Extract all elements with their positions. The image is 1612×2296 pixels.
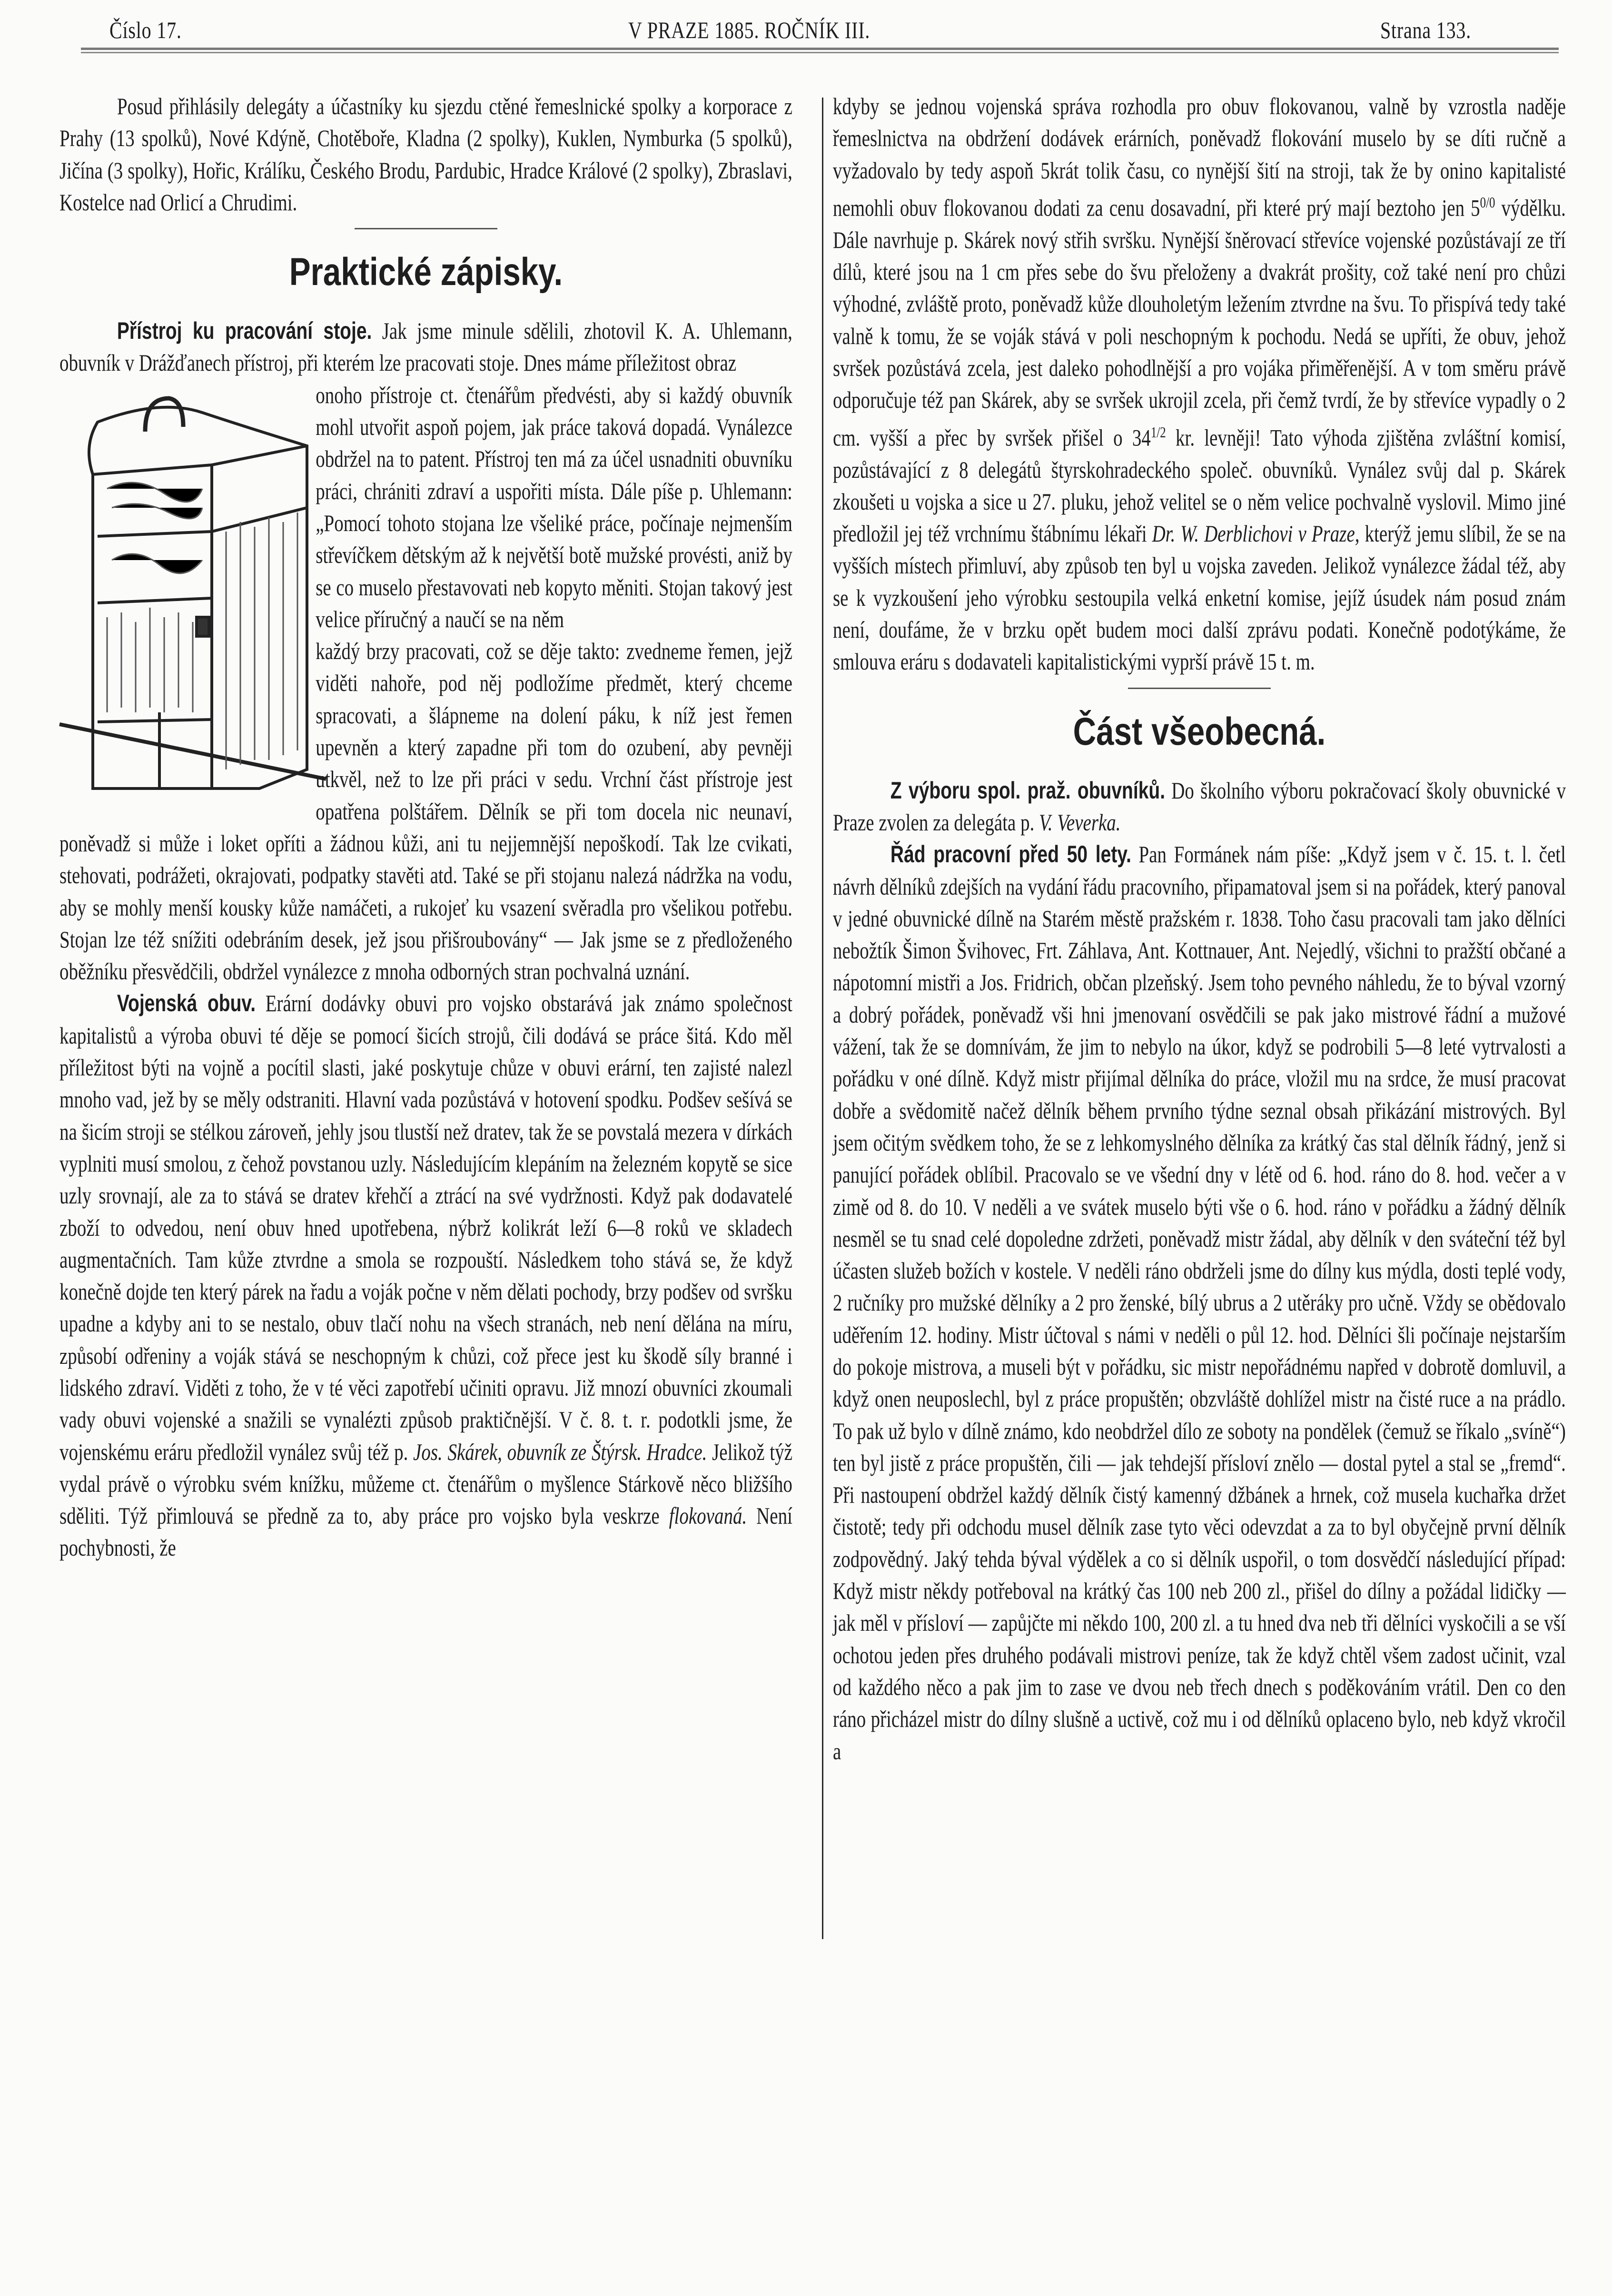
left-column: [59, 90, 792, 1564]
article-pristroj-ku-pracovani-stoje: Přístroj ku pracování stoje. Jak jsme minule sdělili, zhotovil K. A. Uhlemann, obuvník v Drážďanech přístroj, při kterém lze pracovati stoje. Dnes máme příležitost obraz: [59, 317, 792, 376]
article-pristroj-text-beside-figure: onoho přístroje ct. čtenářům předvésti, aby si každý obuvník mohl utvořit aspoň pojem, jak práce taková dopadá. Vynálezce obdržel na to patent. Přístroj ten má za účel usnadniti obuvníku práci, chrániti zdraví a uspořiti místa. Dále píše p. Uhlemann: „Pomocí tohoto stojana lze všeliké práce, počínaje nejmenším střevíčkem dětským až k největší botě mužské provésti, aniž by se co muselo přestavovati neb kopyto měniti. Stojan takový jest velice příručný a naučí se na něm: [316, 381, 792, 632]
italic-doctor-name: Dr. W. Derblichovi v Praze,: [1152, 520, 1360, 547]
article-runin-heading: Vojenská obuv.: [117, 990, 256, 1017]
section-title-prakticke-zapisky: Praktické zápisky.: [289, 250, 563, 294]
item-z-vyboru: Z výboru spol. praž. obuvníků. Do školního výboru pokračovací školy obuvnické v Praze zvolen za delegáta p. V. Veverka.: [833, 777, 1566, 836]
item-runin-heading: Z výboru spol. praž. obuvníků.: [890, 777, 1166, 804]
article-pristroj-text-after-figure: každý brzy pracovati, což se děje takto: zvedneme řemen, jejž viděti nahoře, pod něj podložíme předmět, který chceme spracovati, a šlápneme na dolení páku, k níž jest řemen upevněn a který zapadne při tom do ozubení, aby pevněji utkvěl, než to lze při práci v sedu. Vrchní část přístroje jest opatřena polštářem. Dělník se při tom docela nic neunaví, poněvadž si může i loket opříti a žádnou kůži, ani tu nejjemnější nepoškodí. Tak lze cvikati, stehovati, podrážeti, okrajovati, podpatky stavěti atd. Také se při stojanu nalezá nádržka na vodu, aby se mohly menší kousky kůže namáčeti, a rukojeť ku vsazení svěradla pro všelikou potřebu. Stojan lze též snížiti odebráním desek, jež jsou přišroubovány“ — Jak jsme se z předloženého oběžníku přesvědčili, obdržel vynálezce z mnoha odborných stran pochvalná uznání.: [59, 638, 792, 985]
article-runin-heading: Přístroj ku pracování stoje.: [117, 317, 372, 345]
item-rad-pracovni: Řád pracovní před 50 lety. Pan Formánek nám píše: „Když jsem v č. 15. t. l. četl návrh dělníků zdejších na vydání řádu pracovního, připamatoval jsem si na pořádek, který panoval v jedné obuvnické dílně na Starém městě pražském r. 1838. Toho času pracovali tam jako dělníci nebožtík Šimon Švihovec, Frt. Záhlava, Ant. Kottnauer, Ant. Nejedlý, všichni to pražští občané a nápotomní mistři a Jos. Fridrich, občan plzeňský. Jsem toho pevného náhledu, že to býval vzorný a dobrý pořádek, poněvadž vši hni jmenovaní osvědčili se pak jako mistrové řádní a mužové vážení, tak že se domnívám, že jim to nebylo na úkor, když se podrobili 5—8 leté vytrvalosti a pořádku v oné dílně. Když mistr přijímal dělníka do práce, vložil mu na srdce, že musí pracovat dobře a svědomitě načež dělník během prvního týdne seznal obsah přikázání mistrových. Byl jsem očitým svědkem toho, že se z lehkomyslného dělníka za krátký čas stal dělník řádný, jenž si panující pořádek oblíbil. Pracovalo se ve všední dny v létě od 6. hod. ráno do 8. hod. večer a v zimě od 8. do 10. V neděli a ve svátek muselo býti vše o 6. hod. ráno v pořádku a žádný dělník nesměl se tu snad celé dopoledne zdržeti, poněvadž mistr žádal, aby dělník v den sváteční též byl účasten služeb božích v kostele. V neděli ráno obdrželi jsme do dílny kus mýdla, dosti teplé vody, 2 ručníky pro mužské dělníky a 2 pro ženské, bílý ubrus a 2 utěráky pro učně. Vždy se obědovalo uděřením 12. hodiny. Mistr účtoval s námi v neděli o půl 12. hod. Dělníci šli počínaje nejstarším do pokoje mistrova, a museli být v pořádku, sic mistr nepořádnému napřed v dobrotě domluvil, a když onen neuposlechl, byl z práce propuštěn; obzvláště dohlížel mistr na čisté ruce a na prádlo. To pak už bylo v dílně známo, kdo neobdržel dílo ze soboty na pondělek (čemuž se říkalo „svíně“) ten byl jistě z práce propuštěn, čili — jak tehdejší přísloví znělo — dostal pytel a stal se „fremd“. Při nastoupení obdržel každý dělník čistý kamenný džbánek a hrnek, což musela kuchařka držet čistotě; tedy při odchodu musel dělník zase tyto věci odevzdat a za to byl obyčejně první dělník zodpovědný. Jaký tehda býval výdělek a co si dělník uspořil, o tom dosvědčí následující případ: Když mistr někdy potřeboval na krátký čas 100 neb 200 zl., přišel do dílny a požádal lidičky — jak měl v přísloví — zapůjčte mi někdo 100, 200 zl. a tu hned dva neb tři dělníci vyskočili a se vší ochotou jeden přes druhého podávali mistrovi peníze, tak že když chtěl všem zadost učinit, vzal od každého něco a pak jim to zase ve dvou neb třech dnech s poděkováním vrátil. Den co den ráno přicházel mistr do dílny slušně a uctivě, což mu i od dělníků oplaceno bylo, neb když vkročil a: [833, 841, 1566, 1764]
page-number: Strana 133.: [1380, 17, 1471, 43]
italic-name: Jos. Skárek, obuvník ze Štýrsk. Hradce.: [413, 1438, 707, 1465]
percent-sign: 0/0: [1480, 193, 1495, 211]
item-runin-heading: Řád pracovní před 50 lety.: [890, 841, 1131, 868]
section-title-cast-vseobecna: Část všeobecná.: [1073, 709, 1326, 753]
article-vojenska-obuv-continuation: kdyby se jednou vojenská správa rozhodla pro obuv flokovanou, valně by vzrostla naděje řemeslnictva na obdržení dodávek erárních, poněvadž flokování muselo by se díti ručně a vyžadovalo by tedy aspoň 5krát tolik času, co nynější šití na stroji, tak že by onino kapitalisté nemohli obuv flokovanou dodati za cenu dosavadní, při které prý mají beztoho jen $5^{0/0}$ výdělku. Dále navrhuje p. Skárek nový střih svršku. Nynější šněrovací střevíce vojenské pozůstávají ze tří dílů, které jsou na 1 cm přes sebe do švu přeloženy a dvakrát prošity, což také není pro chůzi výhodné, zvláště proto, poněvadž kůže dlouholetým ležením ztvrdne na švu. To přispívá tedy také valně k tomu, že se voják stává v poli neschopným k pochodu. Nedá se upříti, že obuv, jehož svršek pozůstává zcela, jest daleko pohodlnější a pro vojáka přiměřenější. A v tom směru právě odporučuje též pan Skárek, aby se svršek ukrojil zcela, při čemž tvrdí, že by střevíce vypadly o 2 cm. vyšší a přec by svršek přišel o $34^{1/2}$ kr. levněji! Tato výhoda zjištěna zvláštní komisí, pozůstávající z 8 delegátů štyrskohradeckého společ. obuvníků. Vynález svůj dal p. Skárek zkoušeti u vojska a sice u 27. pluku, jehož velitel se o něm velice pochvalně vyslovil. Mimo jiné předložil jej též vrchnímu štábnímu lékaři Dr. W. Derblichovi v Praze, kterýž jemu slíbil, že se na vyšších místech přimluví, aby způsob ten byl u vojska zaveden. Jelikož vynálezce žádal též, aby se k vyzkoušení jeho výrobku sestoupila velká enketní komise, jejíž úsudek nám posud znám není, doufáme, že v brzku opět budem moci další zprávu podati. Konečně podotýkáme, že smlouva eráru s dodavateli kapitalistickými vyprší právě 15 t. m.: [833, 93, 1566, 675]
place-year-volume: V PRAZE 1885. ROČNÍK III.: [628, 17, 870, 43]
intro-paragraph: Posud přihlásily delegáty a účastníky ku sjezdu ctěné řemeslnické spolky a korporace z Prahy (13 spolků), Nové Kdýně, Chotěboře, Kladna (2 spolky), Kuklen, Nymburka (5 spolků), Jičína (3 spolky), Hořic, Králíku, Českého Brodu, Pardubic, Hradce Králové (2 spolky), Zbraslavi, Kostelce nad Orlicí a Chrudimi.: [59, 93, 792, 216]
section-separator: [1128, 688, 1271, 689]
section-separator: [355, 228, 497, 229]
fraction-half: 1/2: [1150, 423, 1166, 441]
right-column: [833, 90, 1566, 1767]
italic-word: flokovaná.: [669, 1502, 747, 1529]
issue-number: Číslo 17.: [109, 17, 182, 43]
article-vojenska-obuv: Vojenská obuv. Erární dodávky obuvi pro vojsko obstarává jak známo společnost kapitalistů a výroba obuvi té děje se pomocí šicích strojů, čili dodává se práce šitá. Kdo měl příležitost býti na vojně a pocítil slasti, jaké poskytuje chůze v obuvi erární, ten zajisté nalezl mnoho vad, jež by se měly odstraniti. Hlavní vada pozůstává v hotovení spodku. Podšev sešívá se na šicím stroji se stélkou zároveň, jehly jsou tlustší než dratev, tak že se povstalá mezera v dírkách vyplniti musí smolou, z čehož povstanou uzly. Následujícím klepáním na železném kopytě se sice uzly srovnají, ale za to stává se dratev křehčí a ztrácí na své vydržnosti. Když pak dodavatelé zboží to odvedou, není obuv hned upotřebena, nýbrž kolikrát leží 6—8 roků ve skladech augmentačních. Tam kůže ztvrdne a smola se rozpouští. Následkem toho stává se, že když konečně dojde ten který párek na řadu a voják počne v něm dělati pochody, brzy podšev od svršku upadne a kdyby ani to se nestalo, obuv tlačí nohu na všech stranách, neb není dělána na míru, způsobí odřeniny a voják stává se neschopným k chůzi, což přece jest ku škodě síly branné i lidského zdraví. Viděti z toho, že v té věci zapotřebí učiniti opravu. Již mnozí obuvníci zkoumali vady obuvi vojenské a snažili se vynalézti způsob praktičnější. V č. 8. t. r. podotkli jsme, že vojenskému eráru předložil vynález svůj též p. Jos. Skárek, obuvník ze Štýrsk. Hradce. Jelikož týž vydal právě o výrobku svém knížku, můžeme ct. čtenářům o myšlence Stárkově něco bližšího sděliti. Týž přimlouvá se předně za to, aby práce pro vojsko byla veskrze flokovaná. Není pochybnosti, že: [59, 990, 792, 1561]
column-divider: [822, 98, 823, 1939]
running-header: [48, 10, 1561, 52]
header-double-rule: [81, 48, 1559, 53]
